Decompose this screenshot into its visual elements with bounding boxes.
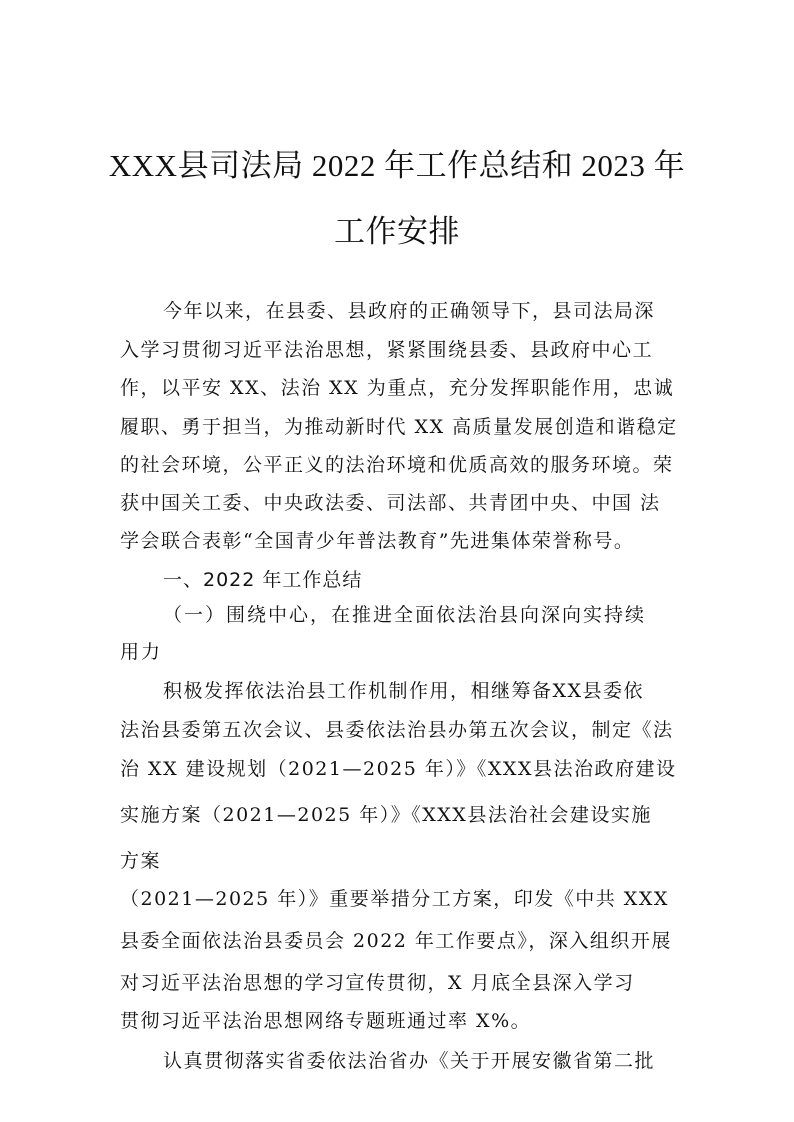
paragraph-line: 对习近平法治思想的学习宣传贯彻，X 月底全县深入学习 (120, 972, 635, 994)
intro-line: 获中国关工委、中央政法委、司法部、共青团中央、中国 法 (120, 492, 661, 514)
section-heading: 一、2022 年工作总结 (163, 569, 363, 591)
intro-line: 学会联合表彰“全国青少年普法教育”先进集体荣誉称号。 (120, 530, 635, 552)
paragraph-line: 县委全面依法治县委员会 2022 年工作要点》，深入组织开展 (120, 930, 672, 952)
paragraph-line: 法治县委第五次会议、县委依法治县办第五次会议，制定《法 (120, 719, 674, 741)
intro-line: 今年以来，在县委、县政府的正确领导下，县司法局深 (163, 300, 656, 322)
paragraph-line: 认真贯彻落实省委依法治省办《关于开展安徽省第二批 (163, 1050, 656, 1072)
paragraph-line: 贯彻习近平法治思想网络专题班通过率 X%。 (120, 1010, 532, 1032)
document-title-line-1: XXX县司法局 2022 年工作总结和 2023 年 (108, 148, 686, 183)
paragraph-line: 方案 (120, 850, 162, 872)
intro-line: 作，以平安 XX、法治 XX 为重点，充分发挥职能作用，忠诚 (120, 377, 675, 399)
intro-line: 履职、勇于担当，为推动新时代 XX 高质量发展创造和谐稳定 (120, 416, 678, 438)
intro-line: 入学习贯彻习近平法治思想，紧紧围绕县委、县政府中心工 (120, 339, 654, 361)
paragraph-line: （2021—2025 年）》重要举措分工方案，印发《中共 XXX (120, 888, 669, 910)
document-title-line-2: 工作安排 (334, 214, 460, 249)
paragraph-line: 实施方案（2021—2025 年）》《XXX县法治社会建设实施 (120, 804, 652, 826)
subsection-heading: （一）围绕中心，在推进全面依法治县向深向实持续 (163, 604, 647, 626)
paragraph-line: 积极发挥依法治县工作机制作用，相继筹备XX县委依 (163, 680, 645, 702)
subsection-heading-continued: 用力 (120, 641, 163, 663)
paragraph-line: 治 XX 建设规划（2021—2025 年）》《XXX县法治政府建设 (120, 758, 677, 780)
intro-line: 的社会环境，公平正义的法治环境和优质高效的服务环境。荣 (120, 454, 674, 476)
